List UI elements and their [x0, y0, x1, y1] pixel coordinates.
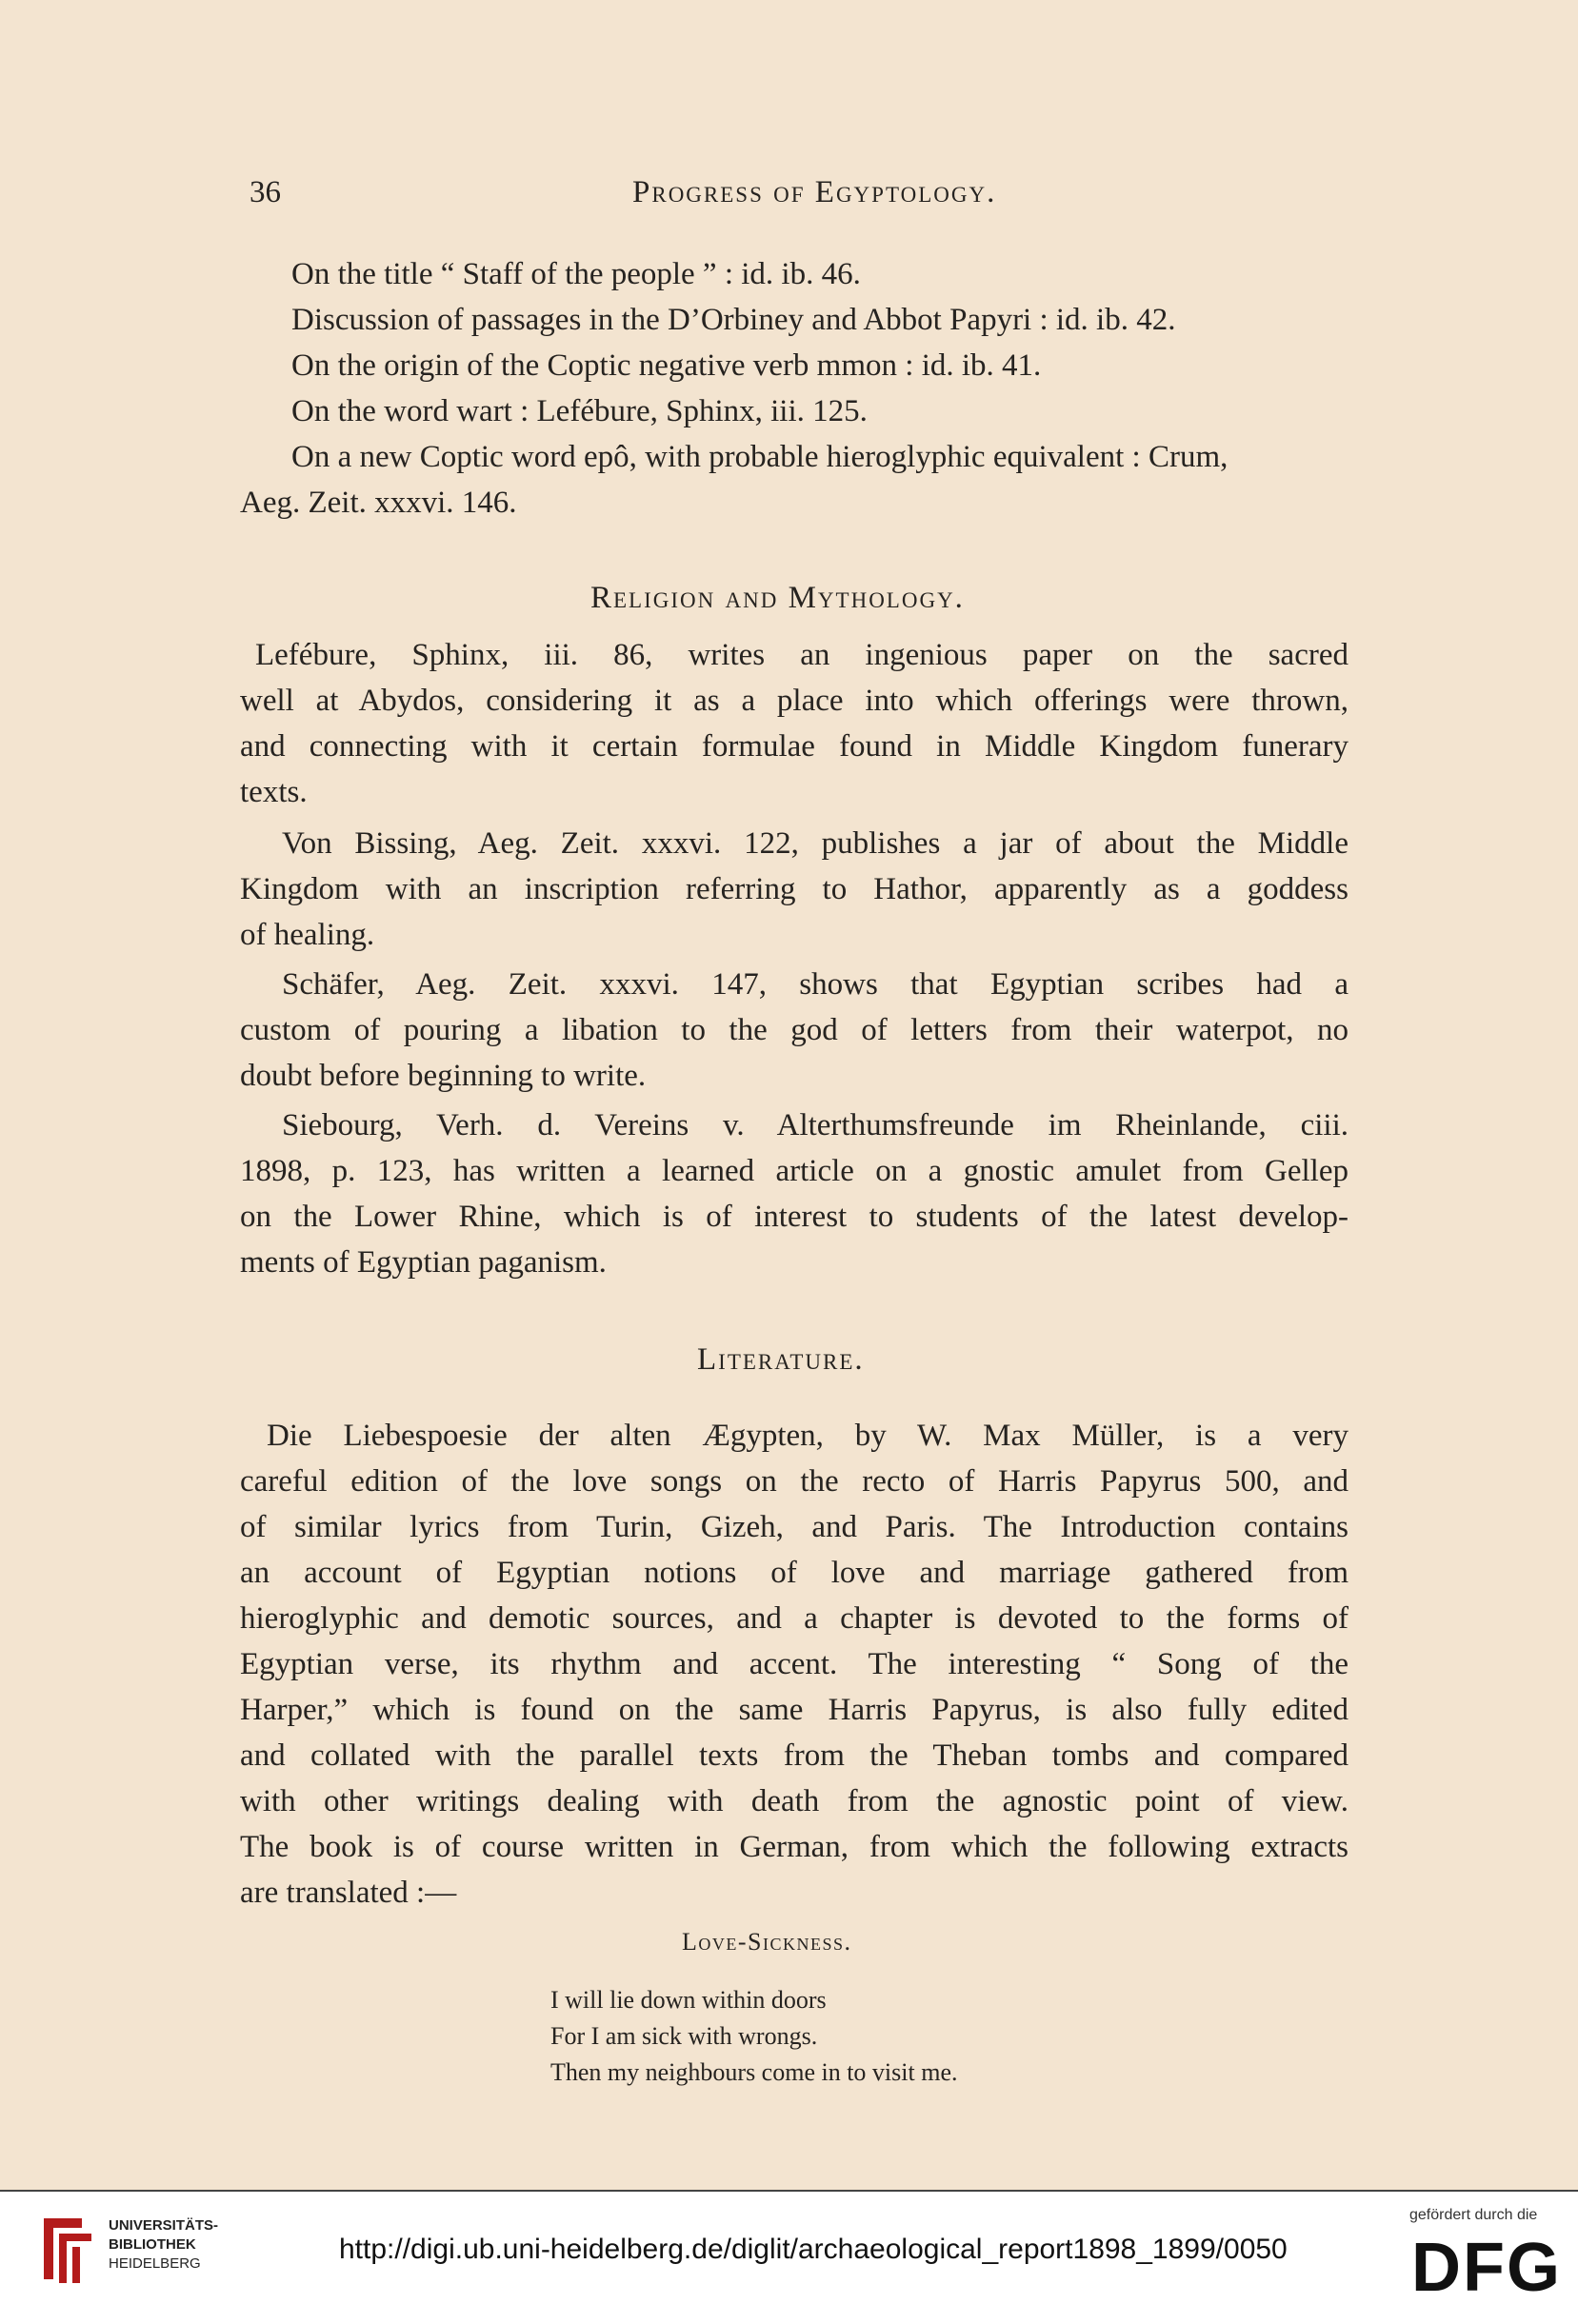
- literature-p1-line-9: with other writings dealing with death from the agnostic point of view.: [240, 1784, 1348, 1818]
- poem-line-2: For I am sick with wrongs.: [550, 2022, 818, 2050]
- literature-p1-line-5: hieroglyphic and demotic sources, and a chapter is devoted to the forms of: [240, 1601, 1348, 1636]
- dfg-logo: DFG: [1411, 2230, 1562, 2306]
- religion-p3-line-1: Schäfer, Aeg. Zeit. xxxvi. 147, shows that Egyptian scribes had a: [282, 967, 1348, 1002]
- literature-p1-line-10: The book is of course written in German, from which the following extracts: [240, 1830, 1348, 1864]
- poem-line-3: Then my neighbours come in to visit me.: [550, 2058, 958, 2086]
- literature-p1-line-1: Die Liebespoesie der alten Ægypten, by W. Max Müller, is a very: [267, 1419, 1348, 1453]
- bib-line-2: Discussion of passages in the D’Orbiney and Abbot Papyri : id. ib. 42.: [291, 303, 1176, 337]
- bib-line-1: On the title “ Staff of the people ” : id. ib. 46.: [291, 257, 861, 291]
- bib-line-5a: On a new Coptic word epô, with probable hieroglyphic equivalent : Crum,: [291, 440, 1228, 474]
- religion-p2-line-1: Von Bissing, Aeg. Zeit. xxxvi. 122, publishes a jar of about the Middle: [282, 826, 1348, 861]
- source-url-link[interactable]: http://digi.ub.uni-heidelberg.de/diglit/archaeological_report1898_1899/0050: [339, 2234, 1288, 2265]
- religion-p1-line-3: and connecting with it certain formulae found in Middle Kingdom funerary: [240, 729, 1348, 764]
- religion-p4-line-4: ments of Egyptian paganism.: [240, 1245, 607, 1280]
- page-number: 36: [250, 175, 281, 209]
- literature-p1-line-11: are translated :—: [240, 1876, 457, 1910]
- religion-p4-line-3: on the Lower Rhine, which is of interest to students of the latest develop-: [240, 1200, 1348, 1234]
- religion-p3-line-2: custom of pouring a libation to the god of letters from their waterpot, no: [240, 1013, 1348, 1047]
- religion-p1-line-4: texts.: [240, 775, 308, 809]
- digitization-footer: [0, 2190, 1578, 2324]
- religion-p1-line-2: well at Abydos, considering it as a place into which offerings were thrown,: [240, 684, 1348, 718]
- literature-p1-line-2: careful edition of the love songs on the recto of Harris Papyrus 500, and: [240, 1464, 1348, 1499]
- religion-p1-line-1: Lefébure, Sphinx, iii. 86, writes an ingenious paper on the sacred: [255, 638, 1348, 672]
- religion-p4-line-1: Siebourg, Verh. d. Vereins v. Alterthumsfreunde im Rheinlande, ciii.: [282, 1108, 1348, 1142]
- bib-line-3: On the origin of the Coptic negative verb mmon : id. ib. 41.: [291, 348, 1042, 383]
- literature-p1-line-3: of similar lyrics from Turin, Gizeh, and Paris. The Introduction contains: [240, 1510, 1348, 1544]
- funding-note: gefördert durch die: [1409, 2207, 1538, 2223]
- literature-p1-line-7: Harper,” which is found on the same Harris Papyrus, is also fully edited: [240, 1693, 1348, 1727]
- literature-p1-line-8: and collated with the parallel texts from the Theban tombs and compared: [240, 1738, 1348, 1773]
- section-heading-literature: Literature.: [697, 1342, 865, 1377]
- literature-p1-line-4: an account of Egyptian notions of love and marriage gathered from: [240, 1556, 1348, 1590]
- running-title: Progress of Egyptology.: [632, 175, 997, 209]
- literature-p1-line-6: Egyptian verse, its rhythm and accent. The interesting “ Song of the: [240, 1647, 1348, 1681]
- poem-title: Love-Sickness.: [682, 1928, 852, 1956]
- library-name: UNIVERSITÄTS- BIBLIOTHEK HEIDELBERG: [109, 2217, 219, 2272]
- religion-p3-line-3: doubt before beginning to write.: [240, 1059, 647, 1093]
- religion-p2-line-2: Kingdom with an inscription referring to Hathor, apparently as a goddess: [240, 872, 1348, 906]
- religion-p2-line-3: of healing.: [240, 918, 375, 952]
- section-heading-religion: Religion and Mythology.: [590, 581, 965, 615]
- poem-line-1: I will lie down within doors: [550, 1986, 827, 2014]
- religion-p4-line-2: 1898, p. 123, has written a learned article on a gnostic amulet from Gellep: [240, 1154, 1348, 1188]
- bib-line-4: On the word wart : Lefébure, Sphinx, iii. 125.: [291, 394, 868, 428]
- university-library-logo-icon: [40, 2215, 95, 2287]
- bib-line-5b: Aeg. Zeit. xxxvi. 146.: [240, 486, 517, 520]
